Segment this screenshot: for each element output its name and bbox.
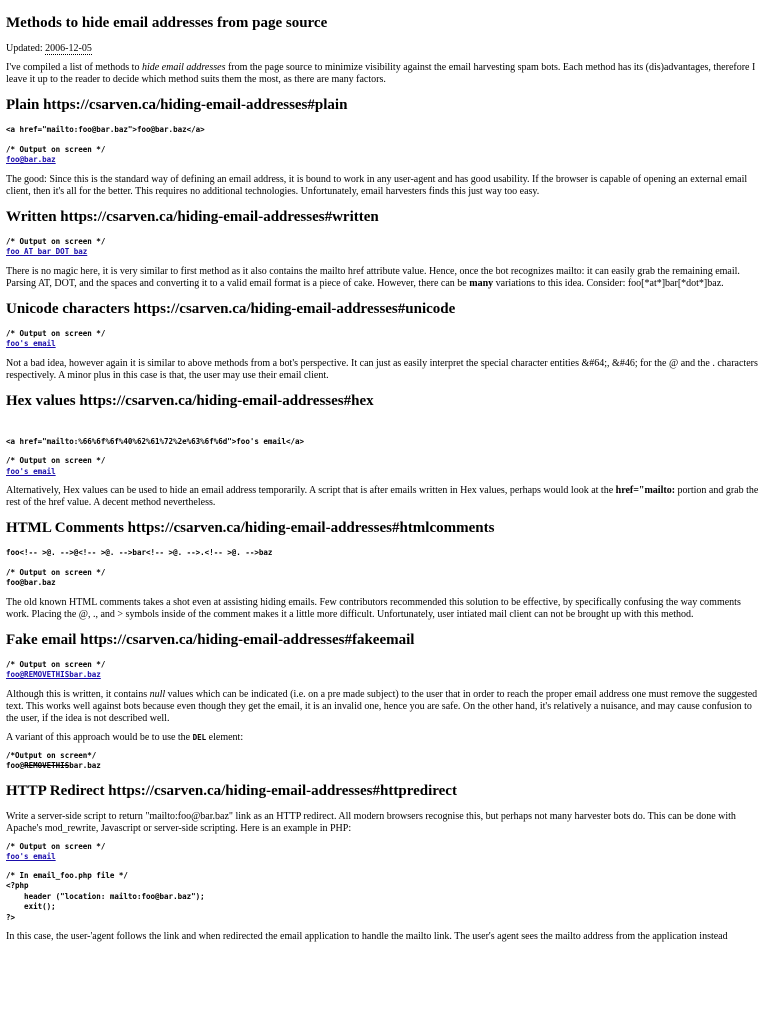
link-redirect-email[interactable]: foo's email <box>6 852 56 861</box>
link-written-email[interactable]: foo AT bar DOT baz <box>6 247 88 256</box>
fake-variant-text-a: A variant of this approach would be to use the <box>6 731 193 743</box>
page-title: Methods to hide email addresses from page source <box>6 15 328 31</box>
output-comment: /* Output on screen */ <box>6 567 106 577</box>
written-text-a: There is no magic here, it is very similar to first method as it also contains the mailto href attribute value. Hence, once the bot recognizes mailto: it can easily grab the remaining email. Parsing AT, DOT, and the spaces and converting it to a valid email format is a piece of cake. However, there can be <box>6 265 740 289</box>
fake-out-b: bar.baz <box>69 761 101 770</box>
link-fake-email[interactable]: foo@REMOVETHISbar.baz <box>6 670 101 679</box>
output-comment: /* Output on screen */ <box>6 456 106 465</box>
paragraph-fake <box>6 689 762 725</box>
link-plain-email[interactable]: foo@bar.baz <box>6 155 56 164</box>
output-comment: /* Output on screen */ <box>6 328 106 338</box>
updated-date: 2006-12-05 <box>45 43 92 54</box>
hex-text-a: Alternatively, Hex values can be used to hide an email address temporarily. A script that is after emails written in Hex values, perhaps would look at the <box>6 485 616 496</box>
output-comment: /* Output on screen */ <box>6 659 106 669</box>
intro-text-a: I've compiled a list of methods to <box>6 62 142 73</box>
output-fake-variant <box>6 751 762 772</box>
heading-comments: HTML Comments https://csarven.ca/hiding-email-addresses#htmlcomments <box>6 520 495 536</box>
hex-strong: href="mailto: <box>615 485 676 496</box>
fake-variant-code: DEL <box>192 732 207 742</box>
code-comments: foo<!-- >@. -->@<!-- >@. -->bar<!-- >@. -->.<!-- >@. -->baz <box>6 548 273 557</box>
fake-text-b: values which can be indicated (i.e. on a pre made subject) to the user that in order to reach the proper email address one must remove the suggested text. This works well against bots because even though they get the email, it is an invalid one, hence you are safe. On the other hand, it's relatively a nuisance, and may cause confusion to the user, if the idea is not described well. <box>6 688 758 724</box>
comments-output-email: foo@bar.baz <box>6 578 56 587</box>
code-hex: <a href="mailto:%66%6f%6f%40%62%61%72%2e%63%6f%6d">foo's email</a> <box>6 436 305 446</box>
output-redirect <box>6 842 762 863</box>
output-comment: /* Output on screen */ <box>6 841 106 851</box>
code-redirect: /* In email_foo.php file */ <?php header ("location: mailto:foo@bar.baz"); exit(); ?> <box>6 870 205 922</box>
output-comment: /* Output on screen */ <box>6 144 106 154</box>
fake-out-del: REMOVETHIS <box>24 761 70 770</box>
fake-emphasis: null <box>149 688 166 700</box>
output-plain <box>6 145 762 166</box>
heading-hex: Hex values https://csarven.ca/hiding-email-addresses#hex <box>6 392 374 409</box>
paragraph-comments: The old known HTML comments takes a shot even at assisting hiding emails. Few contributors recommended this solution to be effective, by specifically confusing the way comments work. Placing the @, ., and > symbols inside of the comment makes it a little more difficult. Unfortunately, user intiated mail client can not be brought up with this method. <box>6 596 741 620</box>
written-strong: many <box>469 277 494 289</box>
paragraph-fake-variant <box>6 732 762 744</box>
heading-written: Written https://csarven.ca/hiding-email-addresses#written <box>6 208 379 225</box>
output-written <box>6 237 762 258</box>
output-unicode <box>6 329 762 350</box>
fake-variant-text-b: element: <box>206 731 244 743</box>
intro-paragraph <box>6 62 762 86</box>
spacer <box>6 421 762 437</box>
paragraph-written <box>6 266 762 290</box>
output-fake <box>6 660 762 681</box>
output-comments <box>6 568 762 589</box>
heading-unicode: Unicode characters https://csarven.ca/hiding-email-addresses#unicode <box>6 300 456 317</box>
heading-redirect: HTTP Redirect https://csarven.ca/hiding-email-addresses#httpredirect <box>6 782 457 799</box>
link-hex-email[interactable]: foo's email <box>6 466 56 476</box>
output-comment: /* Output on screen */ <box>6 236 106 246</box>
output-comment: /*Output on screen*/ <box>6 750 97 760</box>
fake-out-a: foo@ <box>6 761 25 770</box>
heading-plain: Plain https://csarven.ca/hiding-email-addresses#plain <box>6 97 348 113</box>
updated-line <box>6 43 762 55</box>
updated-label: Updated: <box>6 43 43 54</box>
output-hex <box>6 456 762 477</box>
intro-text-b: from the page source to minimize visibility against the email harvesting spam bots. Each method has its (dis)advantages, therefore I leave it up to the reader to decide which method suits them the most, as there are many factors. <box>6 62 756 85</box>
paragraph-redirect-tail: In this case, the user-'agent follows the link and when redirected the email application to handle the mailto link. The user's agent sees the mailto address from the application instead <box>6 931 728 942</box>
written-text-b: variations to this idea. Consider: foo[*at*]bar[*dot*]baz. <box>493 277 724 289</box>
paragraph-plain: The good: Since this is the standard way of defining an email address, it is bound to work in any user-agent and has good usability. If the browser is capable of opening an external email client, then it's all for the better. This requires no additional technologies. Unfortunately, email harvesters finds this just way too easy. <box>6 173 748 197</box>
heading-fake: Fake email https://csarven.ca/hiding-email-addresses#fakeemail <box>6 631 415 648</box>
paragraph-redirect: Write a server-side script to return "mailto:foo@bar.baz" link as an HTTP redirect. All modern browsers recognise this, but perhaps not many harvester bots do. This can be done with Apache's mod_rewrite, Javascript or server-side scripting. Here is an example in PHP: <box>6 810 736 834</box>
intro-emphasis: hide email addresses <box>141 62 226 73</box>
fake-text-a: Although this is written, it contains <box>6 688 150 700</box>
code-plain: <a href="mailto:foo@bar.baz">foo@bar.baz</a> <box>6 125 205 134</box>
paragraph-hex <box>6 485 762 509</box>
paragraph-unicode: Not a bad idea, however again it is similar to above methods from a bot's perspective. It can just as easily interpret the special character entities &#64;, &#46; for the @ and the . characters respectively. A minor plus in this case is that, the user may use their email client. <box>6 357 758 381</box>
hex-text-b: portion and grab the rest of the href value. A decent method nevertheless. <box>6 485 759 508</box>
link-unicode-email[interactable]: foo's email <box>6 339 56 348</box>
